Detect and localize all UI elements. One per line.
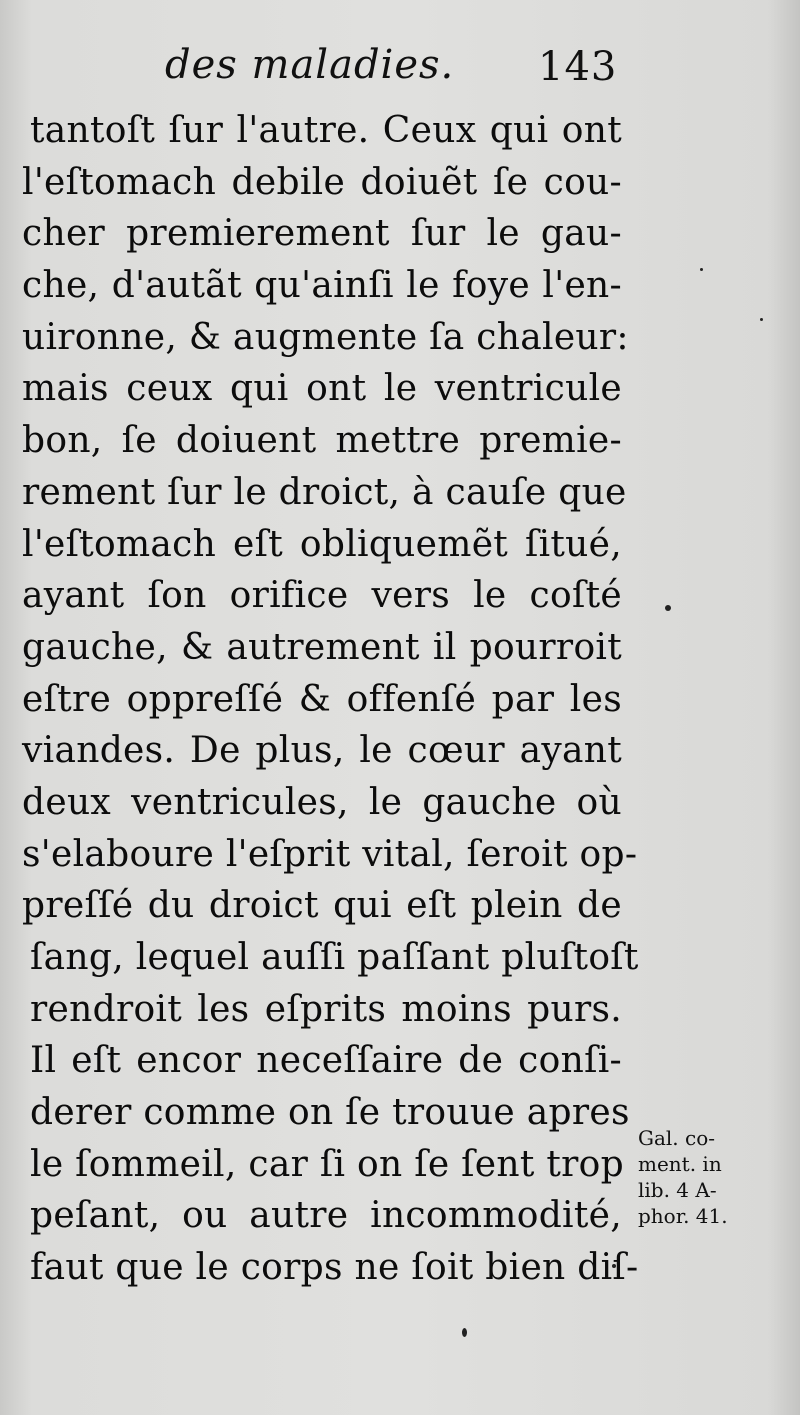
ink-speck [700, 268, 703, 271]
text-line: faut que le corps ne ſoit bien diſ- [30, 1247, 639, 1289]
text-line: l'eſtomach debile doiuẽt ſe cou- [22, 161, 622, 203]
marginal-note-line: ment. in [638, 1152, 722, 1176]
text-line: preſſé du droict qui eſt plein de [22, 885, 622, 927]
text-line: s'elaboure l'eſprit vital, ſeroit op- [22, 833, 638, 875]
ink-speck [760, 318, 763, 321]
body-text [22, 105, 639, 1294]
text-line: uironne, & augmente ſa chaleur: [22, 316, 629, 358]
text-line: gauche, & autrement il pourroit [22, 626, 622, 668]
marginal-note [638, 1125, 788, 1229]
marginal-note-line: lib. 4 A- [638, 1178, 717, 1202]
text-line: l'eſtomach eſt obliquemẽt ſitué, [22, 523, 622, 565]
text-line: che, d'autãt qu'ainſi le foye l'en- [22, 265, 622, 307]
text-line: tantoſt ſur l'autre. Ceux qui ont [30, 110, 622, 151]
text-line: eſtre oppreſſé & offenſé par les [22, 678, 622, 720]
ink-speck [665, 605, 671, 611]
running-title: des maladies. [165, 42, 455, 88]
marginal-note-line: Gal. co- [638, 1126, 716, 1150]
page-header [0, 42, 800, 102]
ink-speck [462, 1328, 467, 1337]
text-line: cher premierement ſur le gau- [22, 213, 622, 255]
text-line: bon, ſe doiuent mettre premie- [22, 420, 622, 462]
text-line: Il eſt encor neceſſaire de conſi- [30, 1040, 622, 1082]
text-line: peſant, ou autre incommodité, [30, 1195, 622, 1237]
text-line: le ſommeil, car ſi on ſe ſent trop [30, 1143, 625, 1185]
text-line: mais ceux qui ont le ventricule [22, 368, 622, 410]
text-line: ſang, lequel auſſi paſſant pluſtoſt [30, 937, 639, 978]
text-line: deux ventricules, le gauche où [22, 781, 622, 823]
text-line: rement ſur le droict, à cauſe que [22, 471, 627, 513]
text-line: rendroit les eſprits moins purs. [30, 988, 622, 1030]
marginal-note-line: phor. 41. [638, 1204, 728, 1228]
text-line: ayant ſon orifice vers le coſté [22, 575, 622, 617]
text-line: viandes. De plus, le cœur ayant [22, 730, 622, 772]
text-line: derer comme on ſe trouue apres [30, 1092, 630, 1134]
page-number: 143 [538, 44, 618, 90]
